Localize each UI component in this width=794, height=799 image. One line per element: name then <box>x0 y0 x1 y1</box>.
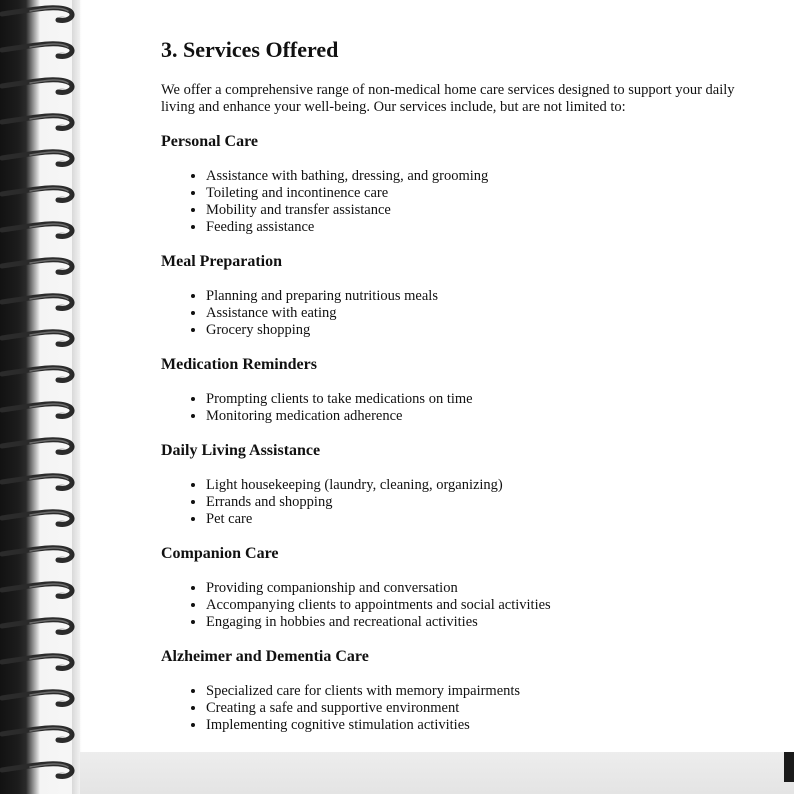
list-item: • Mobility and transfer assistance <box>206 202 761 219</box>
service-list <box>161 477 761 528</box>
list-item: • Light housekeeping (laundry, cleaning, organizing) <box>206 477 761 494</box>
binding-ring <box>2 620 72 634</box>
page-edge-shadow <box>72 0 82 794</box>
binding-ring <box>2 152 72 166</box>
list-item: • Monitoring medication adherence <box>206 408 761 425</box>
section-title: Personal Care <box>161 133 259 150</box>
section-title: Companion Care <box>161 545 279 562</box>
binding-ring <box>2 80 72 94</box>
binding-ring <box>2 368 72 382</box>
binding-ring <box>2 404 72 418</box>
binding-rings <box>0 0 80 794</box>
binding-ring <box>2 476 72 490</box>
section-title: Meal Preparation <box>161 253 283 270</box>
binding-ring <box>2 224 72 238</box>
list-item: • Toileting and incontinence care <box>206 185 761 202</box>
binding-ring <box>2 296 72 310</box>
binding-ring <box>2 728 72 742</box>
binding-ring <box>2 188 72 202</box>
list-item: • Prompting clients to take medications on time <box>206 391 761 408</box>
list-item: • Assistance with bathing, dressing, and grooming <box>206 168 761 185</box>
service-list <box>161 580 761 631</box>
binding-ring <box>2 692 72 706</box>
service-list <box>161 391 761 425</box>
section-medication-reminders <box>161 355 761 425</box>
section-daily-living-assistance <box>161 441 761 528</box>
section-companion-care <box>161 544 761 631</box>
binding-ring <box>2 512 72 526</box>
list-item: • Errands and shopping <box>206 494 761 511</box>
page-corner <box>784 752 794 782</box>
section-title: Medication Reminders <box>161 356 317 373</box>
section-meal-preparation <box>161 252 761 339</box>
section-title: Daily Living Assistance <box>161 442 321 459</box>
section-personal-care <box>161 132 761 236</box>
binding-ring <box>2 116 72 130</box>
spiral-binding <box>0 0 80 794</box>
binding-ring <box>2 260 72 274</box>
section-alzheimer-dementia-care <box>161 647 761 734</box>
page-bottom-edge <box>80 752 794 794</box>
binding-ring <box>2 440 72 454</box>
intro-paragraph: We offer a comprehensive range of non-medical home care services designed to support your daily living and enhance your well-being. Our services include, but are not limited to: <box>161 82 735 115</box>
list-item: • Grocery shopping <box>206 322 761 339</box>
binding-ring <box>2 332 72 346</box>
list-item: • Creating a safe and supportive environment <box>206 700 761 717</box>
service-list <box>161 168 761 236</box>
section-title: Alzheimer and Dementia Care <box>161 648 369 665</box>
list-item: • Engaging in hobbies and recreational activities <box>206 614 761 631</box>
list-item: • Accompanying clients to appointments and social activities <box>206 597 761 614</box>
service-list <box>161 288 761 339</box>
list-item: • Assistance with eating <box>206 305 761 322</box>
binding-ring <box>2 584 72 598</box>
list-item: • Implementing cognitive stimulation activities <box>206 717 761 734</box>
binding-ring <box>2 8 72 22</box>
binding-ring <box>2 44 72 58</box>
service-list <box>161 683 761 734</box>
document-page <box>161 36 761 750</box>
list-item: • Pet care <box>206 511 761 528</box>
binding-ring <box>2 764 72 778</box>
page-title: 3. Services Offered <box>161 37 339 62</box>
binding-ring <box>2 548 72 562</box>
list-item: • Planning and preparing nutritious meals <box>206 288 761 305</box>
binding-ring <box>2 656 72 670</box>
list-item: • Specialized care for clients with memory impairments <box>206 683 761 700</box>
list-item: • Feeding assistance <box>206 219 761 236</box>
list-item: • Providing companionship and conversation <box>206 580 761 597</box>
